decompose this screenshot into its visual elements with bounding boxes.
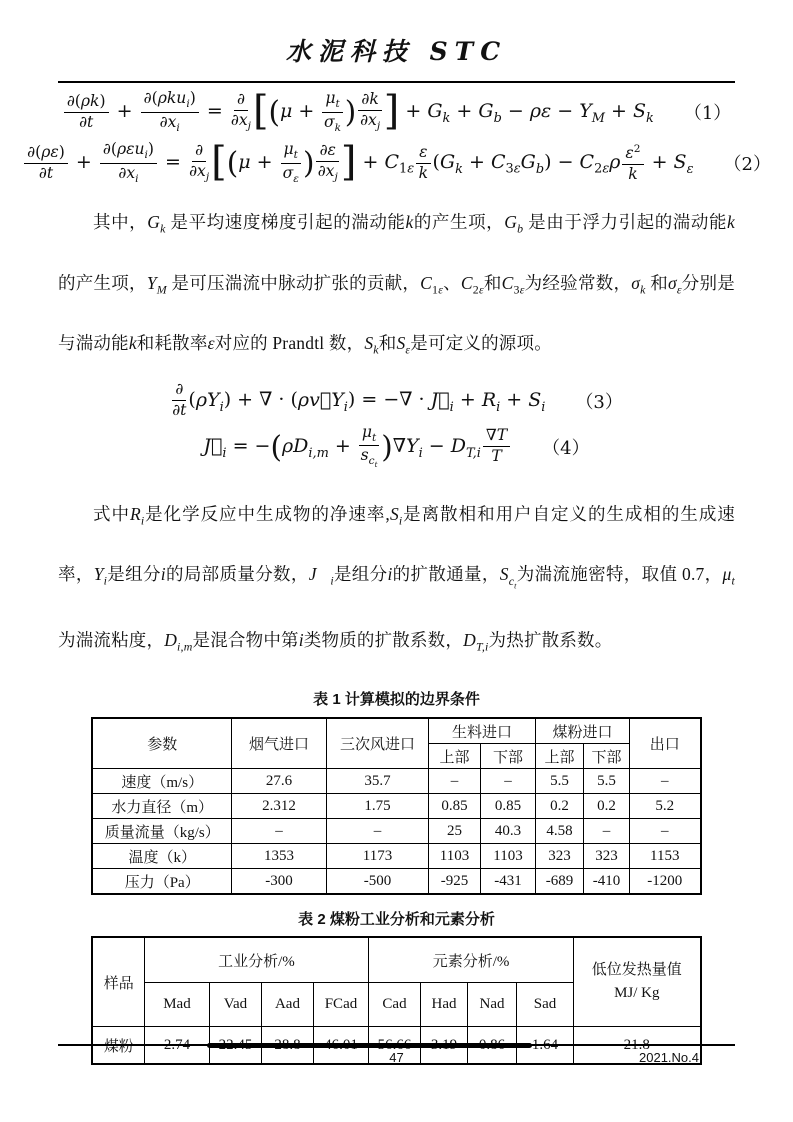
table-cell: -500 xyxy=(326,869,428,895)
table-row-label: 速度（m/s） xyxy=(92,769,231,794)
table-header-cell: Cad xyxy=(369,983,421,1027)
table-cell: 1.75 xyxy=(326,794,428,819)
table-header-cell: Sad xyxy=(517,983,574,1027)
table-cell: -689 xyxy=(536,869,584,895)
table-header-cell: Vad xyxy=(209,983,261,1027)
table-row-label: 温度（k） xyxy=(92,844,231,869)
table-cell: 1153 xyxy=(630,844,701,869)
table-header-cell: Aad xyxy=(261,983,313,1027)
table-cell: 40.3 xyxy=(480,819,535,844)
equation-3-body: $\frac{\partial}{\partial t}$ $(\rho Y_i)$ + ∇ · $(\rho v⃗Y_i)$ = −∇ · $J⃗_i + R_i + S_i$ xyxy=(172,380,546,419)
table-row xyxy=(92,794,700,819)
table-header-cell: 出口 xyxy=(630,718,701,769)
table-cell: 0.85 xyxy=(480,794,535,819)
table-cell: 5.5 xyxy=(584,769,630,794)
table-cell: – xyxy=(630,819,701,844)
equation-3-number: （3） xyxy=(575,391,623,413)
table-row xyxy=(92,869,700,895)
table-cell: -1200 xyxy=(630,869,701,895)
table-cell: 323 xyxy=(584,844,630,869)
page-number: 47 xyxy=(389,1050,404,1065)
page-footer xyxy=(58,1044,735,1065)
table-row xyxy=(92,718,700,744)
table-header-cell: Mad xyxy=(144,983,209,1027)
table-cell: 5.5 xyxy=(536,769,584,794)
table-cell: -925 xyxy=(428,869,480,895)
table-row-label: 煤粉 xyxy=(92,1027,144,1065)
table-cell: 35.7 xyxy=(326,769,428,794)
table-cell: 1103 xyxy=(428,844,480,869)
table-header-cell: 工业分析/% xyxy=(144,937,368,983)
table-header-cell: 烟气进口 xyxy=(231,718,326,769)
table-header-cell: 下部 xyxy=(480,744,535,769)
table-header-cell: 参数 xyxy=(92,718,231,769)
equation-2-body: $\frac{\partial(\rho\varepsilon)}{\partial t}$ + $\frac{\partial(\rho\varepsilon u_i)}{\partial x_i}$ = $\frac{\partial}{\partial x_j}$ [(μ + $\frac{\mu_t}{\sigma_\varepsilon}$ ) $\frac{\partial\varepsilon}{\partial x_j}$ ] + $C_{1\varepsilon}$ $\frac{\varepsilon}{k}$ $(G_k + C_{3\varepsilon}G_b) - C_{2\varepsilon}\rho$ $\frac{\varepsilon^2}{k}$ + $S_\varepsilon$ xyxy=(22,141,693,185)
table-header-cell: 样品 xyxy=(92,937,144,1027)
table-row-label: 压力（Pa） xyxy=(92,869,231,895)
table-header-cell xyxy=(574,937,701,1027)
table-cell: 25 xyxy=(428,819,480,844)
table-cell: 21.8 xyxy=(574,1027,701,1065)
table-cell: 1173 xyxy=(326,844,428,869)
table-header-cell: 元素分析/% xyxy=(369,937,574,983)
equation-4 xyxy=(58,423,735,471)
paragraph-turbulence-terms: 其中，$G_k$ 是平均速度梯度引起的湍动能k的产生项，$G_b$ 是由于浮力引起的湍动能k的产生项，$Y_M$ 是可压湍流中脉动扩张的贡献，$C_{1\varepsilon}$、$C_{2\varepsilon}$和$C_{3\varepsilon}$为经验常数，$\sigma_k$ 和$\sigma_\varepsilon$分别是与湍动能k和耗散率ε对应的 Prandtl 数，$S_k$和$S_\varepsilon$是可定义的源项。 xyxy=(58,212,735,357)
table-header-cell: 三次风进口 xyxy=(326,718,428,769)
table2-caption: 表 2 煤粉工业分析和元素分析 xyxy=(298,911,495,929)
table-header-cell: 上部 xyxy=(536,744,584,769)
paragraph-species-transport: 式中$R_i$是化学反应中生成物的净速率$,S_i$是离散相和用户自定义的生成相的生成速率，$Y_i$是组分i的局部质量分数，$J⃗_i$是组分i的扩散通量，$S_{c_t}$为湍流施密特，取值 0.7，$\mu_t$为湍流粘度，$D_{i,m}$是混合物中第i类物质的扩散系数，$D_{T,i}$为热扩散系数。 xyxy=(58,503,735,654)
table-row xyxy=(92,769,700,794)
equation-1-body: $\frac{\partial(\rho k)}{\partial t}$ + $\frac{\partial(\rho ku_i)}{\partial x_i}$ = $\frac{\partial}{\partial x_j}$ [(μ + $\frac{\mu_t}{\sigma_k}$ ) $\frac{\partial k}{\partial x_j}$ ] + $G_k + G_b - \rho\varepsilon - Y_M + S_k$ xyxy=(62,90,654,134)
table-cell: – xyxy=(231,819,326,844)
table-row-label: 水力直径（m） xyxy=(92,794,231,819)
table-cell: 1.64 xyxy=(517,1027,574,1065)
table-header-cell: 生料进口 xyxy=(428,718,535,744)
lhv-label-line1: 低位发热量值 xyxy=(591,962,682,979)
table-header-cell: 煤粉进口 xyxy=(536,718,630,744)
table-cell: 0.2 xyxy=(584,794,630,819)
table-cell: – xyxy=(630,769,701,794)
table-header-cell: 上部 xyxy=(428,744,480,769)
table-cell: 4.58 xyxy=(536,819,584,844)
table-cell: 5.2 xyxy=(630,794,701,819)
table-cell: – xyxy=(480,769,535,794)
table-cell: 27.6 xyxy=(231,769,326,794)
table-row xyxy=(92,844,700,869)
table-cell: 0.2 xyxy=(536,794,584,819)
footer-texts xyxy=(58,1046,735,1065)
table-header-cell: Nad xyxy=(468,983,517,1027)
table-header-cell: 下部 xyxy=(584,744,630,769)
table-row-label: 质量流量（kg/s） xyxy=(92,819,231,844)
table-cell: -300 xyxy=(231,869,326,895)
equation-4-body: $J⃗_i = -(\rho D_{i,m}$ + $\frac{\mu_t}{s_{c_t}}$ )$\nabla Y_i - D_{T,i}$ $\frac{\nabla T}{T}$ xyxy=(203,424,512,470)
lhv-label-line2: MJ/ Kg xyxy=(614,985,660,1002)
equation-3 xyxy=(58,379,735,423)
equation-1-number: （1） xyxy=(683,103,732,124)
table-cell: – xyxy=(428,769,480,794)
table-header-cell: Had xyxy=(421,983,468,1027)
equation-2 xyxy=(27,137,771,189)
journal-title: 水泥科技 STC xyxy=(285,37,508,66)
issue-label: 2021.No.4 xyxy=(639,1050,699,1065)
table-cell: – xyxy=(584,819,630,844)
table-cell: 1103 xyxy=(480,844,535,869)
equation-2-number: （2） xyxy=(723,154,771,175)
equation-4-number: （4） xyxy=(542,437,590,459)
table-row xyxy=(92,819,700,844)
table-row xyxy=(92,937,700,983)
table-cell: – xyxy=(326,819,428,844)
table1-boundary-conditions xyxy=(91,717,701,895)
table-cell: 0.85 xyxy=(428,794,480,819)
table-cell: 2.74 xyxy=(144,1027,209,1065)
equation-1 xyxy=(58,87,735,137)
table-header-cell: FCad xyxy=(313,983,368,1027)
table1-caption: 表 1 计算模拟的边界条件 xyxy=(313,691,480,709)
table-cell: 1353 xyxy=(231,844,326,869)
table-cell: -431 xyxy=(480,869,535,895)
table-cell: -410 xyxy=(584,869,630,895)
table-cell: 2.312 xyxy=(231,794,326,819)
header-rule xyxy=(58,81,735,83)
table-cell: 323 xyxy=(536,844,584,869)
